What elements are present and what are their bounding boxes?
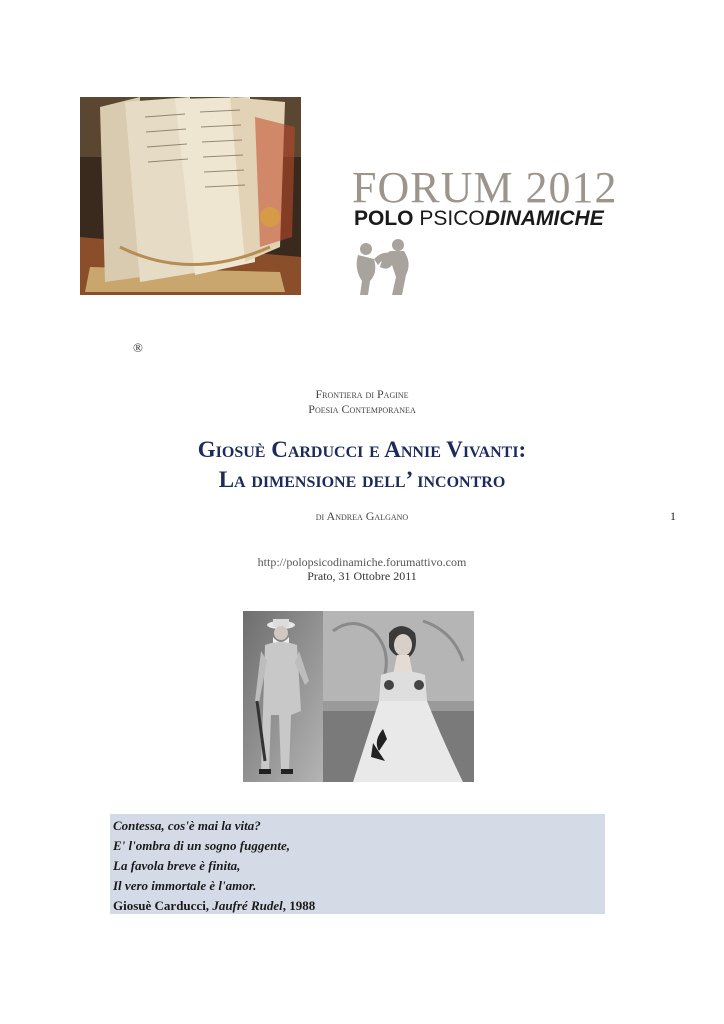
document-date: Prato, 31 Ottobre 2011: [307, 569, 417, 583]
quote-box: [110, 814, 605, 914]
quote-line-2: E' l'ombra di un sogno fuggente,: [113, 838, 290, 853]
vivanti-photo: [323, 611, 474, 782]
registered-mark: ®: [133, 340, 143, 355]
carducci-photo: [243, 611, 324, 782]
forum-logo-subtitle: [354, 206, 634, 232]
logo-polo: POLO: [354, 207, 414, 230]
forum-logo-figures-icon: [352, 237, 418, 295]
quote-line-1: Contessa, cos'è mai la vita?: [113, 818, 261, 833]
forum-logo-title: FORUM 2012: [352, 163, 618, 212]
quote-attribution: [113, 898, 315, 914]
page-number: 1: [670, 509, 676, 523]
kicker-line-2: Poesia Contemporanea: [308, 402, 416, 416]
book-illustration: [80, 97, 301, 295]
logo-dinamiche: DINAMICHE: [484, 207, 604, 230]
quote-line-4: Il vero immortale è l'amor.: [113, 878, 257, 893]
attribution-year: , 1988: [282, 898, 316, 913]
attribution-author: Giosuè Carducci,: [113, 898, 213, 913]
logo-psico: PSICO: [413, 207, 485, 230]
kicker-line-1: Frontiera di Pagine: [315, 387, 409, 401]
author-byline: di Andrea Galgano: [315, 509, 409, 523]
document-title-line-1: Giosuè Carducci e Annie Vivanti:: [197, 437, 527, 462]
document-title-line-2: La dimensione dell’ incontro: [218, 467, 506, 492]
attribution-work: Jaufré Rudel: [212, 898, 283, 913]
quote-line-3: La favola breve è finita,: [113, 858, 241, 873]
forum-url-link[interactable]: http://polopsicodinamiche.forumattivo.com: [257, 555, 467, 569]
